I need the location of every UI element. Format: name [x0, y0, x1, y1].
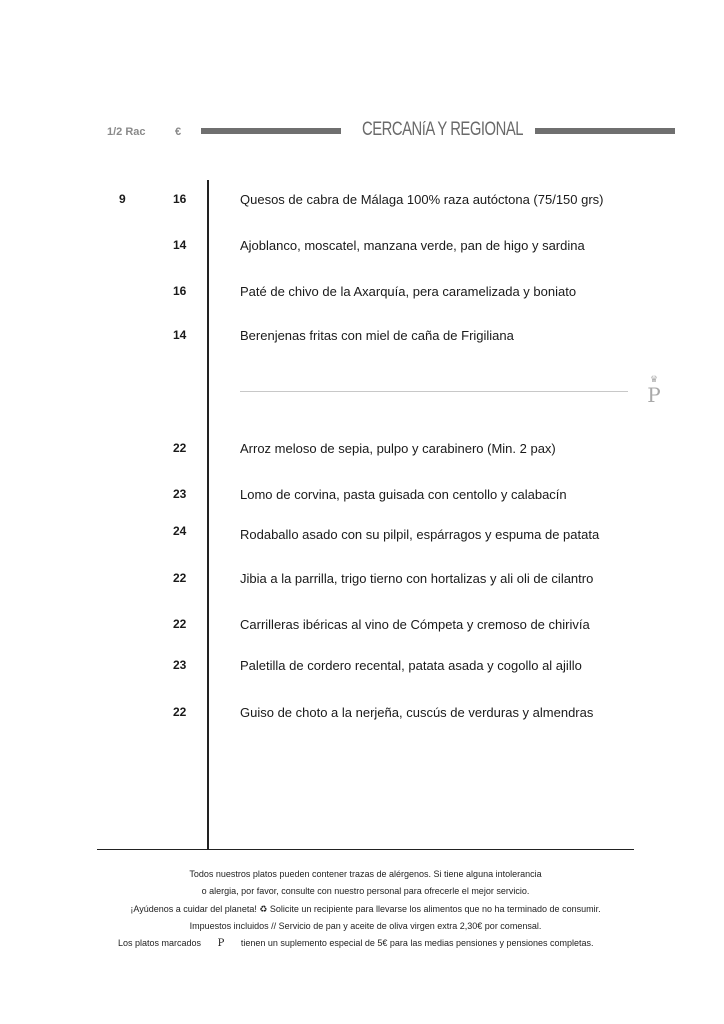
price-header: € [175, 126, 182, 138]
dish-name: Paté de chivo de la Axarquía, pera caramelizada y boniato [240, 284, 577, 299]
price: 22 [173, 571, 187, 585]
bottom-rule [97, 849, 634, 850]
price: 16 [173, 192, 187, 206]
section-title: CERCANíA Y REGIONAL [362, 119, 524, 140]
vertical-divider [207, 180, 209, 850]
price: 22 [173, 705, 187, 719]
taxes-bread-notice: Impuestos incluidos // Servicio de pan y aceite de oliva virgen extra 2,30€ por comensal. [189, 921, 542, 931]
menu-item [0, 284, 724, 304]
price: 22 [173, 441, 187, 455]
dish-name: Ajoblanco, moscatel, manzana verde, pan de higo y sardina [240, 238, 585, 253]
planet-notice: ¡Ayúdenos a cuidar del planeta! ♻ Solicite un recipiente para llevarse los alimentos que no ha terminado de consumir. [130, 904, 601, 914]
menu-item [0, 617, 724, 637]
dish-name: Lomo de corvina, pasta guisada con centollo y calabacín [240, 487, 567, 502]
price: 22 [173, 617, 187, 631]
p-monogram-icon: P [217, 938, 225, 949]
menu-item [0, 192, 724, 212]
dish-name: Rodaballo asado con su pilpil, espárragos y espuma de patata [240, 527, 600, 542]
half-ration-header: 1/2 Rac [107, 126, 146, 138]
crown-icon: ♛ [649, 374, 659, 384]
dish-name: Quesos de cabra de Málaga 100% raza autóctona (75/150 grs) [240, 192, 604, 207]
menu-item [0, 658, 724, 678]
price: 16 [173, 284, 187, 298]
allergen-notice-line1: Todos nuestros platos pueden contener trazas de alérgenos. Si tiene alguna intolerancia [189, 869, 542, 879]
dish-name: Paletilla de cordero recental, patata asada y cogollo al ajillo [240, 658, 582, 673]
section-divider [240, 391, 628, 392]
menu-item [0, 441, 724, 461]
supplement-notice-prefix: Los platos marcados [118, 938, 202, 948]
dish-name: Berenjenas fritas con miel de caña de Frigiliana [240, 328, 514, 343]
dish-name: Jibia a la parrilla, trigo tierno con hortalizas y ali oli de cilantro [240, 571, 594, 586]
dish-name: Carrilleras ibéricas al vino de Cómpeta y cremoso de chirivía [240, 617, 590, 632]
supplement-notice [118, 938, 638, 949]
dish-name: Guiso de choto a la nerjeña, cuscús de verduras y almendras [240, 705, 594, 720]
half-price: 9 [119, 192, 126, 206]
price: 24 [173, 524, 187, 538]
menu-item [0, 487, 724, 507]
price: 14 [173, 328, 187, 342]
supplement-notice-suffix: tienen un suplemento especial de 5€ para las medias pensiones y pensiones completas. [240, 938, 594, 948]
menu-item [0, 328, 724, 348]
price: 14 [173, 238, 187, 252]
menu-item [0, 524, 724, 544]
menu-item [0, 705, 724, 725]
menu-item [0, 571, 724, 591]
price: 23 [173, 487, 187, 501]
monogram-letter: P [647, 383, 661, 407]
dish-name: Arroz meloso de sepia, pulpo y carabinero (Min. 2 pax) [240, 441, 556, 456]
price: 23 [173, 658, 187, 672]
menu-item [0, 238, 724, 258]
crown-p-monogram-icon [643, 375, 665, 407]
allergen-notice-line2: o alergia, por favor, consulte con nuestro personal para ofrecerle el mejor servicio. [201, 886, 530, 896]
header-bar-right [535, 128, 675, 134]
header-bar-left [201, 128, 341, 134]
